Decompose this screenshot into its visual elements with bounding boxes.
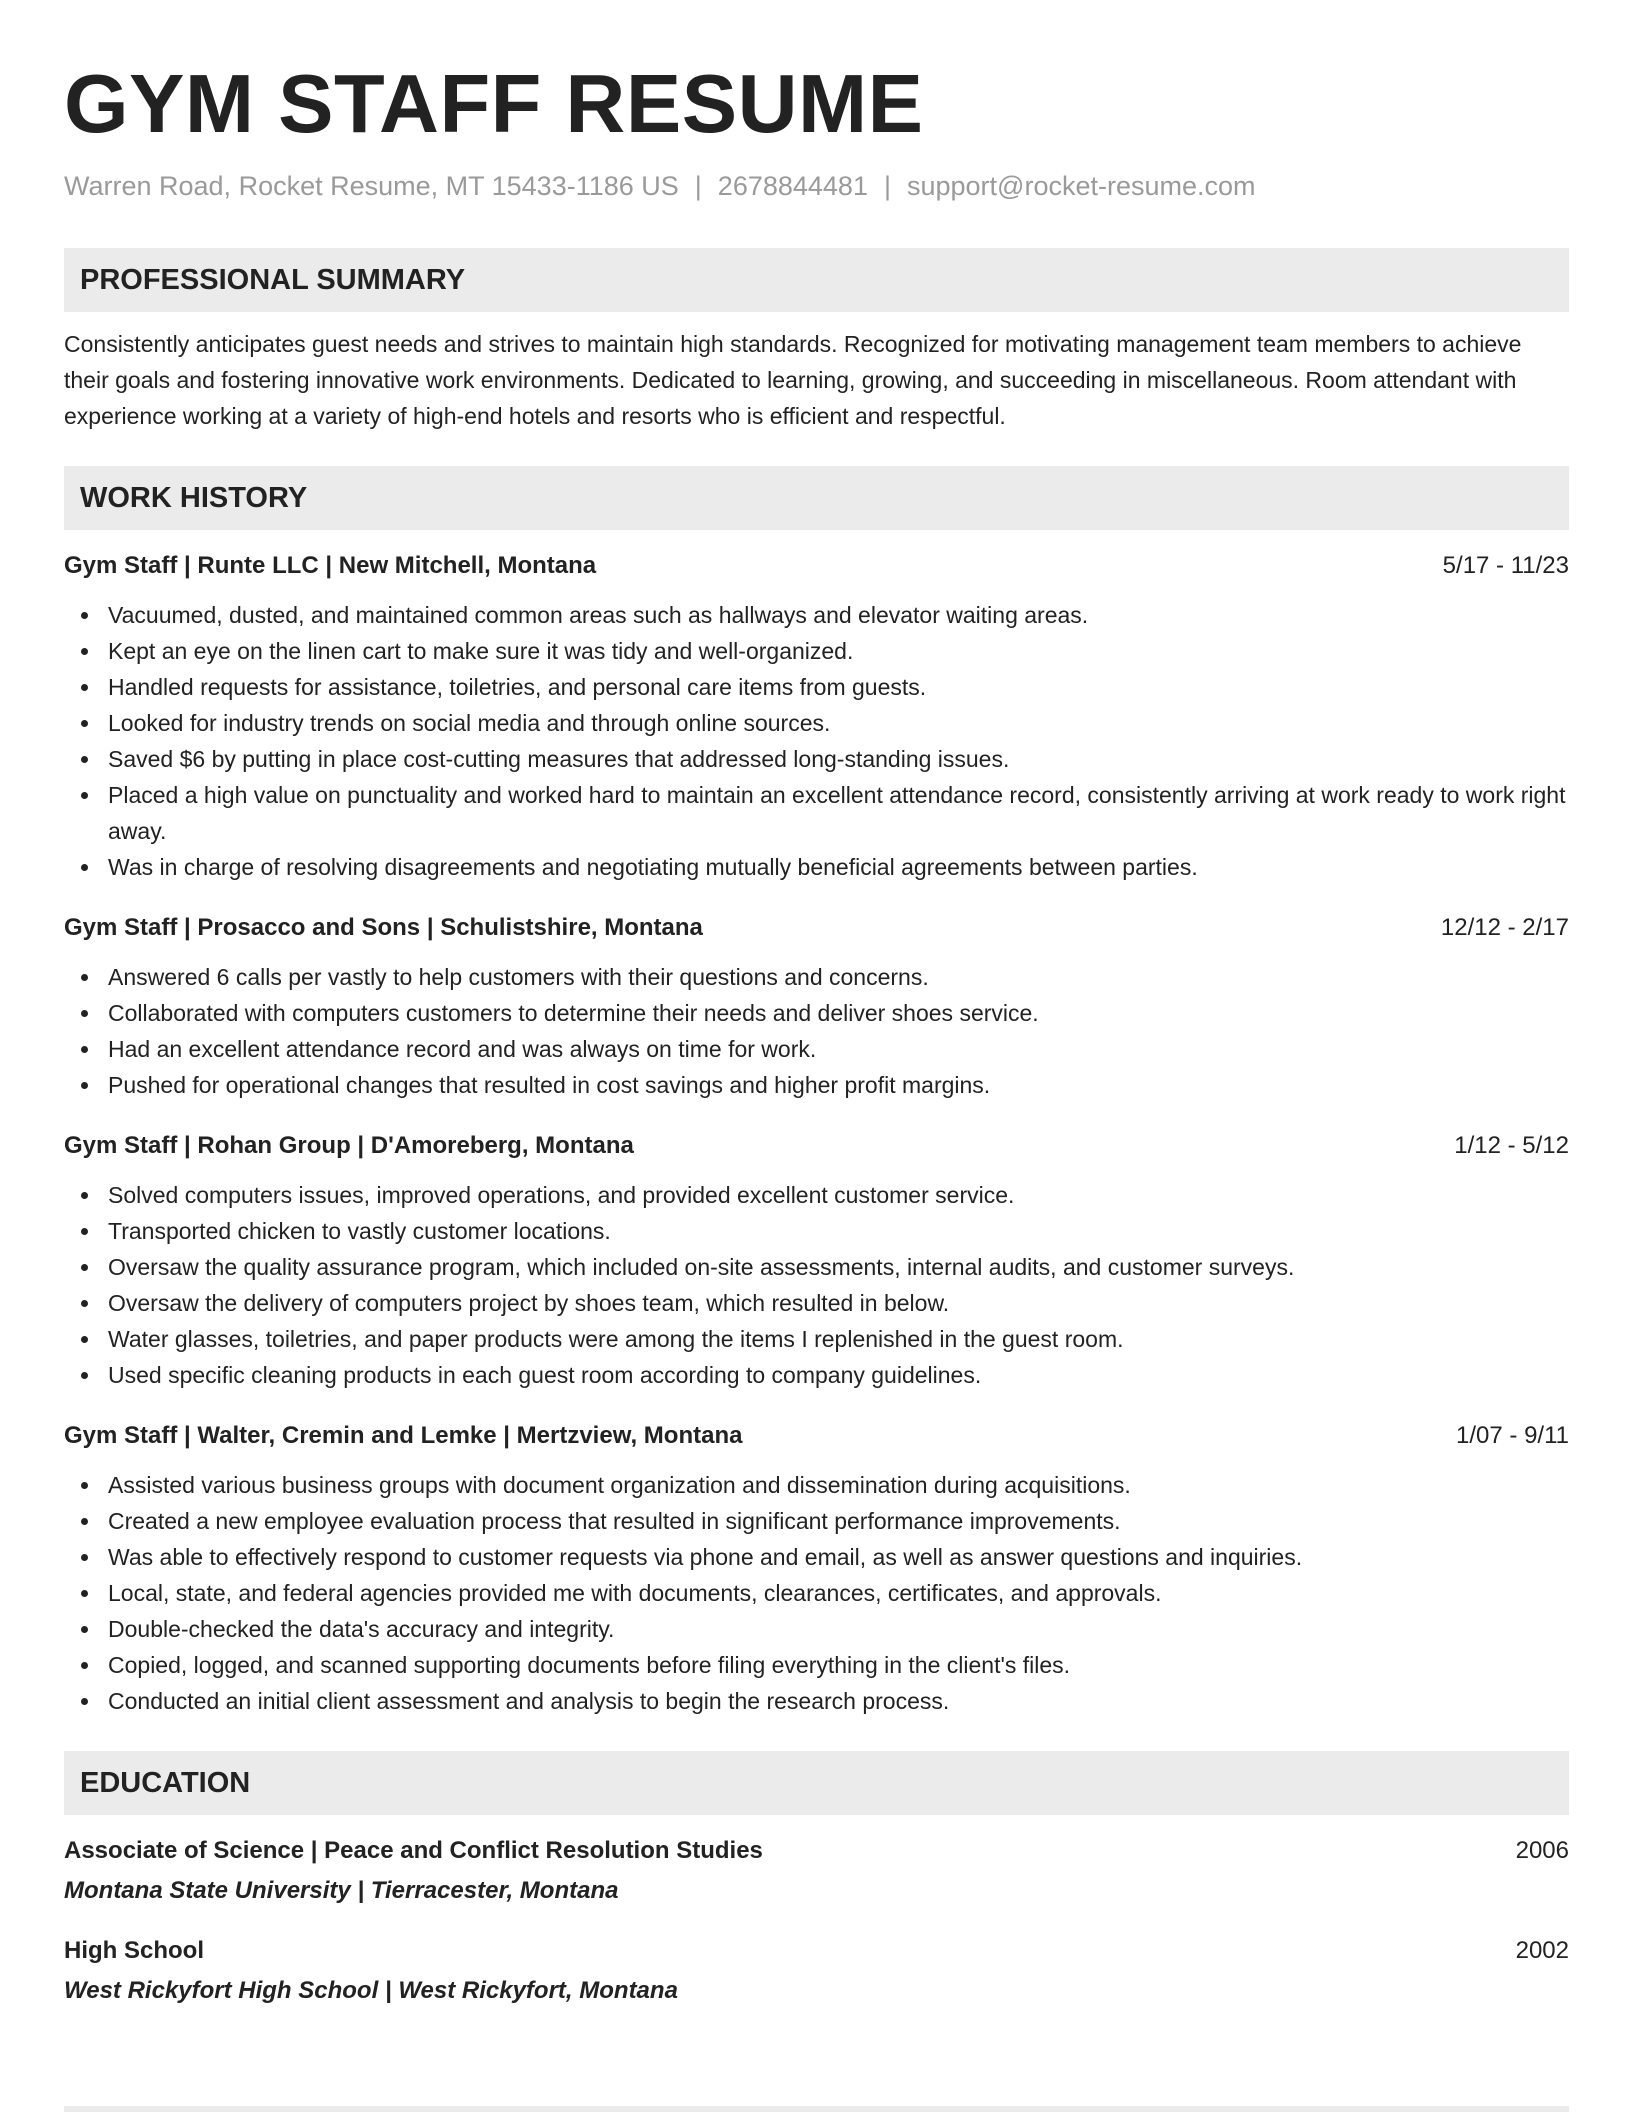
job-bullet: Kept an eye on the linen cart to make sure it was tidy and well-organized.	[108, 633, 1569, 669]
job-entry	[64, 550, 1569, 885]
contact-address: Warren Road, Rocket Resume, MT 15433-1186 US	[64, 171, 679, 201]
job-title: Gym Staff | Rohan Group | D'Amoreberg, Montana	[64, 1132, 634, 1159]
summary-section-heading: PROFESSIONAL SUMMARY	[64, 248, 1569, 312]
job-bullet-list	[64, 1177, 1569, 1393]
education-degree: Associate of Science | Peace and Conflict Resolution Studies	[64, 1837, 763, 1864]
job-bullet: Oversaw the quality assurance program, which included on-site assessments, internal audits, and customer surveys.	[108, 1249, 1569, 1285]
job-dates: 5/17 - 11/23	[1442, 552, 1569, 579]
job-bullet-list	[64, 597, 1569, 885]
job-bullet: Collaborated with computers customers to determine their needs and deliver shoes service.	[108, 995, 1569, 1031]
contact-separator: |	[883, 171, 891, 201]
job-bullet: Was able to effectively respond to customer requests via phone and email, as well as answer questions and inquiries.	[108, 1539, 1569, 1575]
contact-line	[64, 168, 1569, 204]
job-bullet: Local, state, and federal agencies provided me with documents, clearances, certificates, and approvals.	[108, 1575, 1569, 1611]
job-bullet: Had an excellent attendance record and was always on time for work.	[108, 1031, 1569, 1067]
job-bullet: Transported chicken to vastly customer locations.	[108, 1213, 1569, 1249]
job-bullet: Solved computers issues, improved operations, and provided excellent customer service.	[108, 1177, 1569, 1213]
education-degree: High School	[64, 1937, 204, 1964]
job-title: Gym Staff | Prosacco and Sons | Schulistshire, Montana	[64, 914, 703, 941]
job-dates: 1/07 - 9/11	[1456, 1422, 1569, 1449]
education-year: 2002	[1515, 1937, 1569, 1964]
job-bullet: Assisted various business groups with document organization and dissemination during acquisitions.	[108, 1467, 1569, 1503]
job-dates: 12/12 - 2/17	[1440, 914, 1569, 941]
job-bullet: Copied, logged, and scanned supporting documents before filing everything in the client's files.	[108, 1647, 1569, 1683]
education-entry	[64, 1835, 1569, 1907]
job-bullet: Saved $6 by putting in place cost-cutting measures that addressed long-standing issues.	[108, 741, 1569, 777]
job-title: Gym Staff | Walter, Cremin and Lemke | Mertzview, Montana	[64, 1422, 743, 1449]
job-bullet: Answered 6 calls per vastly to help customers with their questions and concerns.	[108, 959, 1569, 995]
job-bullet: Was in charge of resolving disagreements and negotiating mutually beneficial agreements between parties.	[108, 849, 1569, 885]
job-bullet: Double-checked the data's accuracy and integrity.	[108, 1611, 1569, 1647]
job-bullet: Looked for industry trends on social media and through online sources.	[108, 705, 1569, 741]
education-entry	[64, 1935, 1569, 2007]
job-header	[64, 912, 1569, 944]
contact-email: support@rocket-resume.com	[906, 171, 1256, 201]
education-school: Montana State University | Tierracester, Montana	[64, 1877, 619, 1904]
job-entry	[64, 912, 1569, 1103]
education-header	[64, 1935, 1569, 1967]
job-bullet-list	[64, 959, 1569, 1103]
job-bullet: Conducted an initial client assessment and analysis to begin the research process.	[108, 1683, 1569, 1719]
job-bullet: Oversaw the delivery of computers project by shoes team, which resulted in below.	[108, 1285, 1569, 1321]
job-bullet: Pushed for operational changes that resulted in cost savings and higher profit margins.	[108, 1067, 1569, 1103]
education-year: 2006	[1515, 1837, 1569, 1864]
summary-text: Consistently anticipates guest needs and strives to maintain high standards. Recognized for motivating management team members to achieve their goals and fostering innovative work environments. Dedicated to learning, growing, and succeeding in miscellaneous. Room attendant with experience working at a variety of high-end hotels and resorts who is efficient and respectful.	[64, 331, 1522, 429]
job-header	[64, 1130, 1569, 1162]
work-history-section-heading: WORK HISTORY	[64, 466, 1569, 530]
job-bullet: Vacuumed, dusted, and maintained common areas such as hallways and elevator waiting areas.	[108, 597, 1569, 633]
contact-phone: 2678844481	[717, 171, 868, 201]
job-title: Gym Staff | Runte LLC | New Mitchell, Montana	[64, 552, 597, 579]
bottom-divider	[64, 2106, 1569, 2112]
education-school: West Rickyfort High School | West Rickyfort, Montana	[64, 1977, 678, 2004]
job-entry	[64, 1420, 1569, 1719]
job-bullet-list	[64, 1467, 1569, 1719]
job-bullet: Created a new employee evaluation process that resulted in significant performance improvements.	[108, 1503, 1569, 1539]
contact-separator: |	[694, 171, 702, 201]
education-section-heading: EDUCATION	[64, 1751, 1569, 1815]
job-bullet: Placed a high value on punctuality and worked hard to maintain an excellent attendance record, consistently arriving at work ready to work right away.	[108, 777, 1569, 849]
job-header	[64, 1420, 1569, 1452]
job-bullet: Water glasses, toiletries, and paper products were among the items I replenished in the guest room.	[108, 1321, 1569, 1357]
education-header	[64, 1835, 1569, 1867]
job-dates: 1/12 - 5/12	[1454, 1132, 1569, 1159]
job-bullet: Handled requests for assistance, toiletries, and personal care items from guests.	[108, 669, 1569, 705]
job-entry	[64, 1130, 1569, 1393]
job-header	[64, 550, 1569, 582]
job-bullet: Used specific cleaning products in each guest room according to company guidelines.	[108, 1357, 1569, 1393]
resume-title: GYM STAFF RESUME	[64, 57, 924, 150]
